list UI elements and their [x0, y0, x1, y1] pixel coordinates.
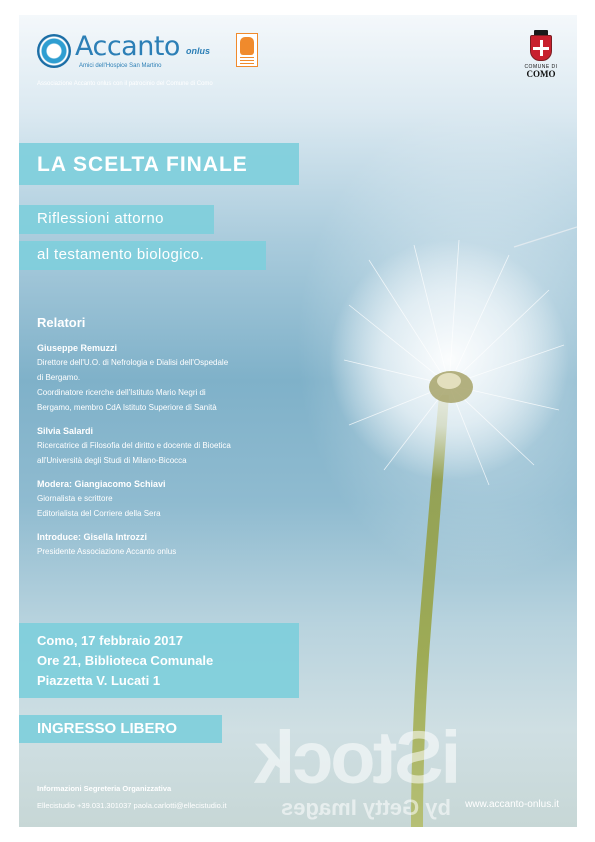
speaker-role-line: Coordinatore ricerche dell'Istituto Mario Negri di [37, 388, 206, 397]
como-crest-icon [530, 35, 552, 61]
website-link[interactable]: www.accanto-onlus.it [465, 799, 559, 810]
speaker-role-line: Direttore dell'U.O. di Nefrologia e Dialisi dell'Ospedale [37, 358, 229, 367]
badge-lines [240, 57, 254, 65]
speaker-name: Giuseppe Remuzzi [37, 343, 118, 353]
getty-watermark: by Getty Images [281, 795, 451, 820]
speaker-name: Silvia Salardi [37, 426, 94, 436]
footer-heading: Informazioni Segreteria Organizzativa [37, 784, 172, 793]
introducer [37, 530, 327, 559]
speaker-role-line: all'Università degli Studi di Milano-Bicocca [37, 456, 187, 465]
istock-watermark: iStock [257, 716, 462, 799]
moderator-role-line: Editorialista del Corriere della Sera [37, 509, 161, 518]
speaker-role-line: Bergamo, membro CdA Istituto Superiore di Sanità [37, 403, 217, 412]
introducer-role-line: Presidente Associazione Accanto onlus [37, 547, 177, 556]
event-date: Como, 17 febbraio 2017 [37, 633, 183, 648]
subtitle-line-1: Riflessioni attorno [19, 205, 214, 234]
free-entry-banner: INGRESSO LIBERO [19, 715, 222, 743]
speaker-role-line: Ricercatrice di Filosofia del diritto e docente di Bioetica [37, 441, 231, 450]
accanto-logo[interactable] [37, 31, 247, 79]
speaker-salardi [37, 424, 327, 468]
hand-badge-icon [236, 33, 258, 67]
logo-onlus: onlus [186, 46, 210, 56]
logo-wordmark: Accanto [75, 31, 180, 62]
event-info-box [19, 623, 299, 698]
poster [19, 15, 577, 827]
introducer-name: Introduce: Gisella Introzzi [37, 532, 148, 542]
event-time-venue: Ore 21, Biblioteca Comunale [37, 653, 214, 668]
subtitle-line-2: al testamento biologico. [19, 241, 266, 270]
hand-icon [240, 37, 254, 55]
association-line: Associazione Accanto onlus con il patrocinio del Comune di Como [37, 81, 213, 87]
event-address: Piazzetta V. Lucati 1 [37, 673, 161, 688]
relatori-heading: Relatori [37, 315, 86, 330]
como-label-small: COMUNE DI [524, 64, 558, 70]
comune-di-como-logo[interactable] [523, 35, 559, 78]
moderator [37, 477, 327, 521]
speaker-role-line: di Bergamo. [37, 373, 81, 382]
speakers-section [37, 315, 327, 568]
speaker-remuzzi [37, 341, 327, 415]
como-label-big: COMO [526, 69, 556, 79]
moderator-role-line: Giornalista e scrittore [37, 494, 113, 503]
accanto-ring-icon [37, 34, 71, 68]
page-title: LA SCELTA FINALE [19, 143, 299, 185]
moderator-name: Modera: Giangiacomo Schiavi [37, 479, 166, 489]
footer-contacts[interactable]: Ellecistudio +39.031.301037 paola.carlotti@ellecistudio.it [37, 801, 227, 810]
logo-subtitle: Amici dell'Hospice San Martino [79, 63, 162, 69]
